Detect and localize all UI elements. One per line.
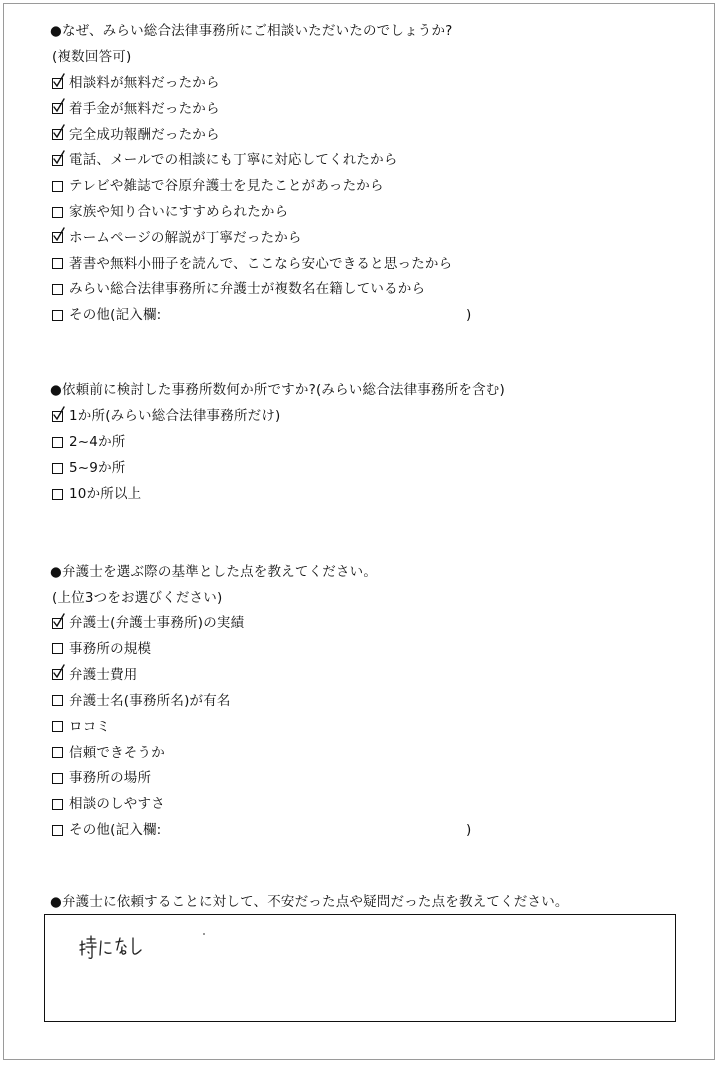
option-item bbox=[50, 280, 425, 298]
option-item bbox=[50, 177, 384, 195]
option-item bbox=[50, 666, 138, 684]
option-label: 1か所(みらい総合法律事務所だけ) bbox=[69, 408, 281, 424]
option-label: 着手金が無料だったから bbox=[69, 100, 220, 117]
option-label: 弁護士名(事務所名)が有名 bbox=[69, 692, 231, 709]
answer-textarea[interactable] bbox=[44, 914, 676, 1022]
checkbox-checked[interactable] bbox=[52, 155, 63, 166]
stray-mark bbox=[203, 933, 205, 935]
question-1-title: ●なぜ、みらい総合法律事務所にご相談いただいたのでしょうか? bbox=[50, 23, 453, 39]
checkbox-unchecked[interactable] bbox=[52, 207, 63, 218]
option-item bbox=[50, 485, 141, 503]
other-close-paren: ) bbox=[466, 307, 472, 324]
checkbox-unchecked[interactable] bbox=[52, 773, 63, 784]
option-label: 2~4か所 bbox=[69, 434, 126, 450]
checkbox-checked[interactable] bbox=[52, 669, 63, 680]
option-label: 電話、メールでの相談にも丁寧に対応してくれたから bbox=[69, 152, 398, 169]
option-item bbox=[50, 74, 220, 92]
option-item bbox=[50, 718, 110, 736]
option-label: その他(記入欄: bbox=[69, 307, 162, 324]
question-2-title: ●依頼前に検討した事務所数何か所ですか?(みらい総合法律事務所を含む) bbox=[50, 382, 505, 398]
checkbox-unchecked[interactable] bbox=[52, 643, 63, 654]
checkbox-unchecked[interactable] bbox=[52, 799, 63, 810]
handwritten-answer bbox=[79, 933, 169, 963]
option-item bbox=[50, 821, 161, 839]
checkbox-checked[interactable] bbox=[52, 411, 63, 422]
option-item bbox=[50, 433, 126, 451]
option-label: 事務所の場所 bbox=[69, 770, 152, 787]
option-item bbox=[50, 306, 161, 324]
option-label: 著書や無料小冊子を読んで、ここなら安心できると思ったから bbox=[69, 255, 453, 272]
option-label: 弁護士費用 bbox=[69, 666, 138, 683]
option-item bbox=[50, 203, 288, 221]
checkbox-unchecked[interactable] bbox=[52, 463, 63, 474]
option-label: ホームページの解説が丁寧だったから bbox=[69, 229, 302, 246]
option-item bbox=[50, 795, 165, 813]
option-item bbox=[50, 692, 231, 710]
option-label: 相談のしやすさ bbox=[69, 796, 165, 813]
checkbox-checked[interactable] bbox=[52, 78, 63, 89]
option-item bbox=[50, 640, 151, 658]
option-item bbox=[50, 769, 151, 787]
option-item bbox=[50, 614, 244, 632]
other-close-paren: ) bbox=[466, 822, 472, 839]
option-item bbox=[50, 459, 126, 477]
question-1-note: (複数回答可) bbox=[52, 49, 132, 65]
question-3-title: ●弁護士を選ぶ際の基準とした点を教えてください。 bbox=[50, 564, 378, 580]
option-label: 弁護士(弁護士事務所)の実績 bbox=[69, 615, 245, 631]
checkbox-checked[interactable] bbox=[52, 129, 63, 140]
option-item bbox=[50, 151, 398, 169]
checkbox-checked[interactable] bbox=[52, 618, 63, 629]
checkbox-unchecked[interactable] bbox=[52, 258, 63, 269]
option-item bbox=[50, 255, 452, 273]
option-label: 家族や知り合いにすすめられたから bbox=[69, 204, 289, 220]
checkbox-checked[interactable] bbox=[52, 103, 63, 114]
option-item bbox=[50, 744, 165, 762]
option-label: その他(記入欄: bbox=[69, 822, 162, 839]
question-3-note: (上位3つをお選びください) bbox=[52, 590, 223, 606]
option-item bbox=[50, 229, 302, 247]
option-label: ロコミ bbox=[69, 718, 111, 735]
checkbox-unchecked[interactable] bbox=[52, 181, 63, 192]
option-label: 10か所以上 bbox=[69, 486, 142, 502]
option-label: 信頼できそうか bbox=[69, 744, 165, 761]
question-4-title: ●弁護士に依頼することに対して、不安だった点や疑問だった点を教えてください。 bbox=[50, 894, 569, 910]
checkbox-unchecked[interactable] bbox=[52, 489, 63, 500]
checkbox-unchecked[interactable] bbox=[52, 747, 63, 758]
option-label: 完全成功報酬だったから bbox=[69, 126, 220, 143]
checkbox-unchecked[interactable] bbox=[52, 284, 63, 295]
option-item bbox=[50, 407, 281, 425]
option-item bbox=[50, 126, 220, 144]
checkbox-unchecked[interactable] bbox=[52, 310, 63, 321]
checkbox-checked[interactable] bbox=[52, 232, 63, 243]
checkbox-unchecked[interactable] bbox=[52, 437, 63, 448]
option-label: テレビや雑誌で谷原弁護士を見たことがあったから bbox=[69, 178, 384, 195]
option-label: みらい総合法律事務所に弁護士が複数名在籍しているから bbox=[69, 281, 426, 298]
option-label: 相談料が無料だったから bbox=[69, 75, 220, 91]
option-item bbox=[50, 100, 220, 118]
checkbox-unchecked[interactable] bbox=[52, 695, 63, 706]
checkbox-unchecked[interactable] bbox=[52, 825, 63, 836]
option-label: 5~9か所 bbox=[69, 460, 126, 476]
checkbox-unchecked[interactable] bbox=[52, 721, 63, 732]
option-label: 事務所の規模 bbox=[69, 640, 152, 657]
